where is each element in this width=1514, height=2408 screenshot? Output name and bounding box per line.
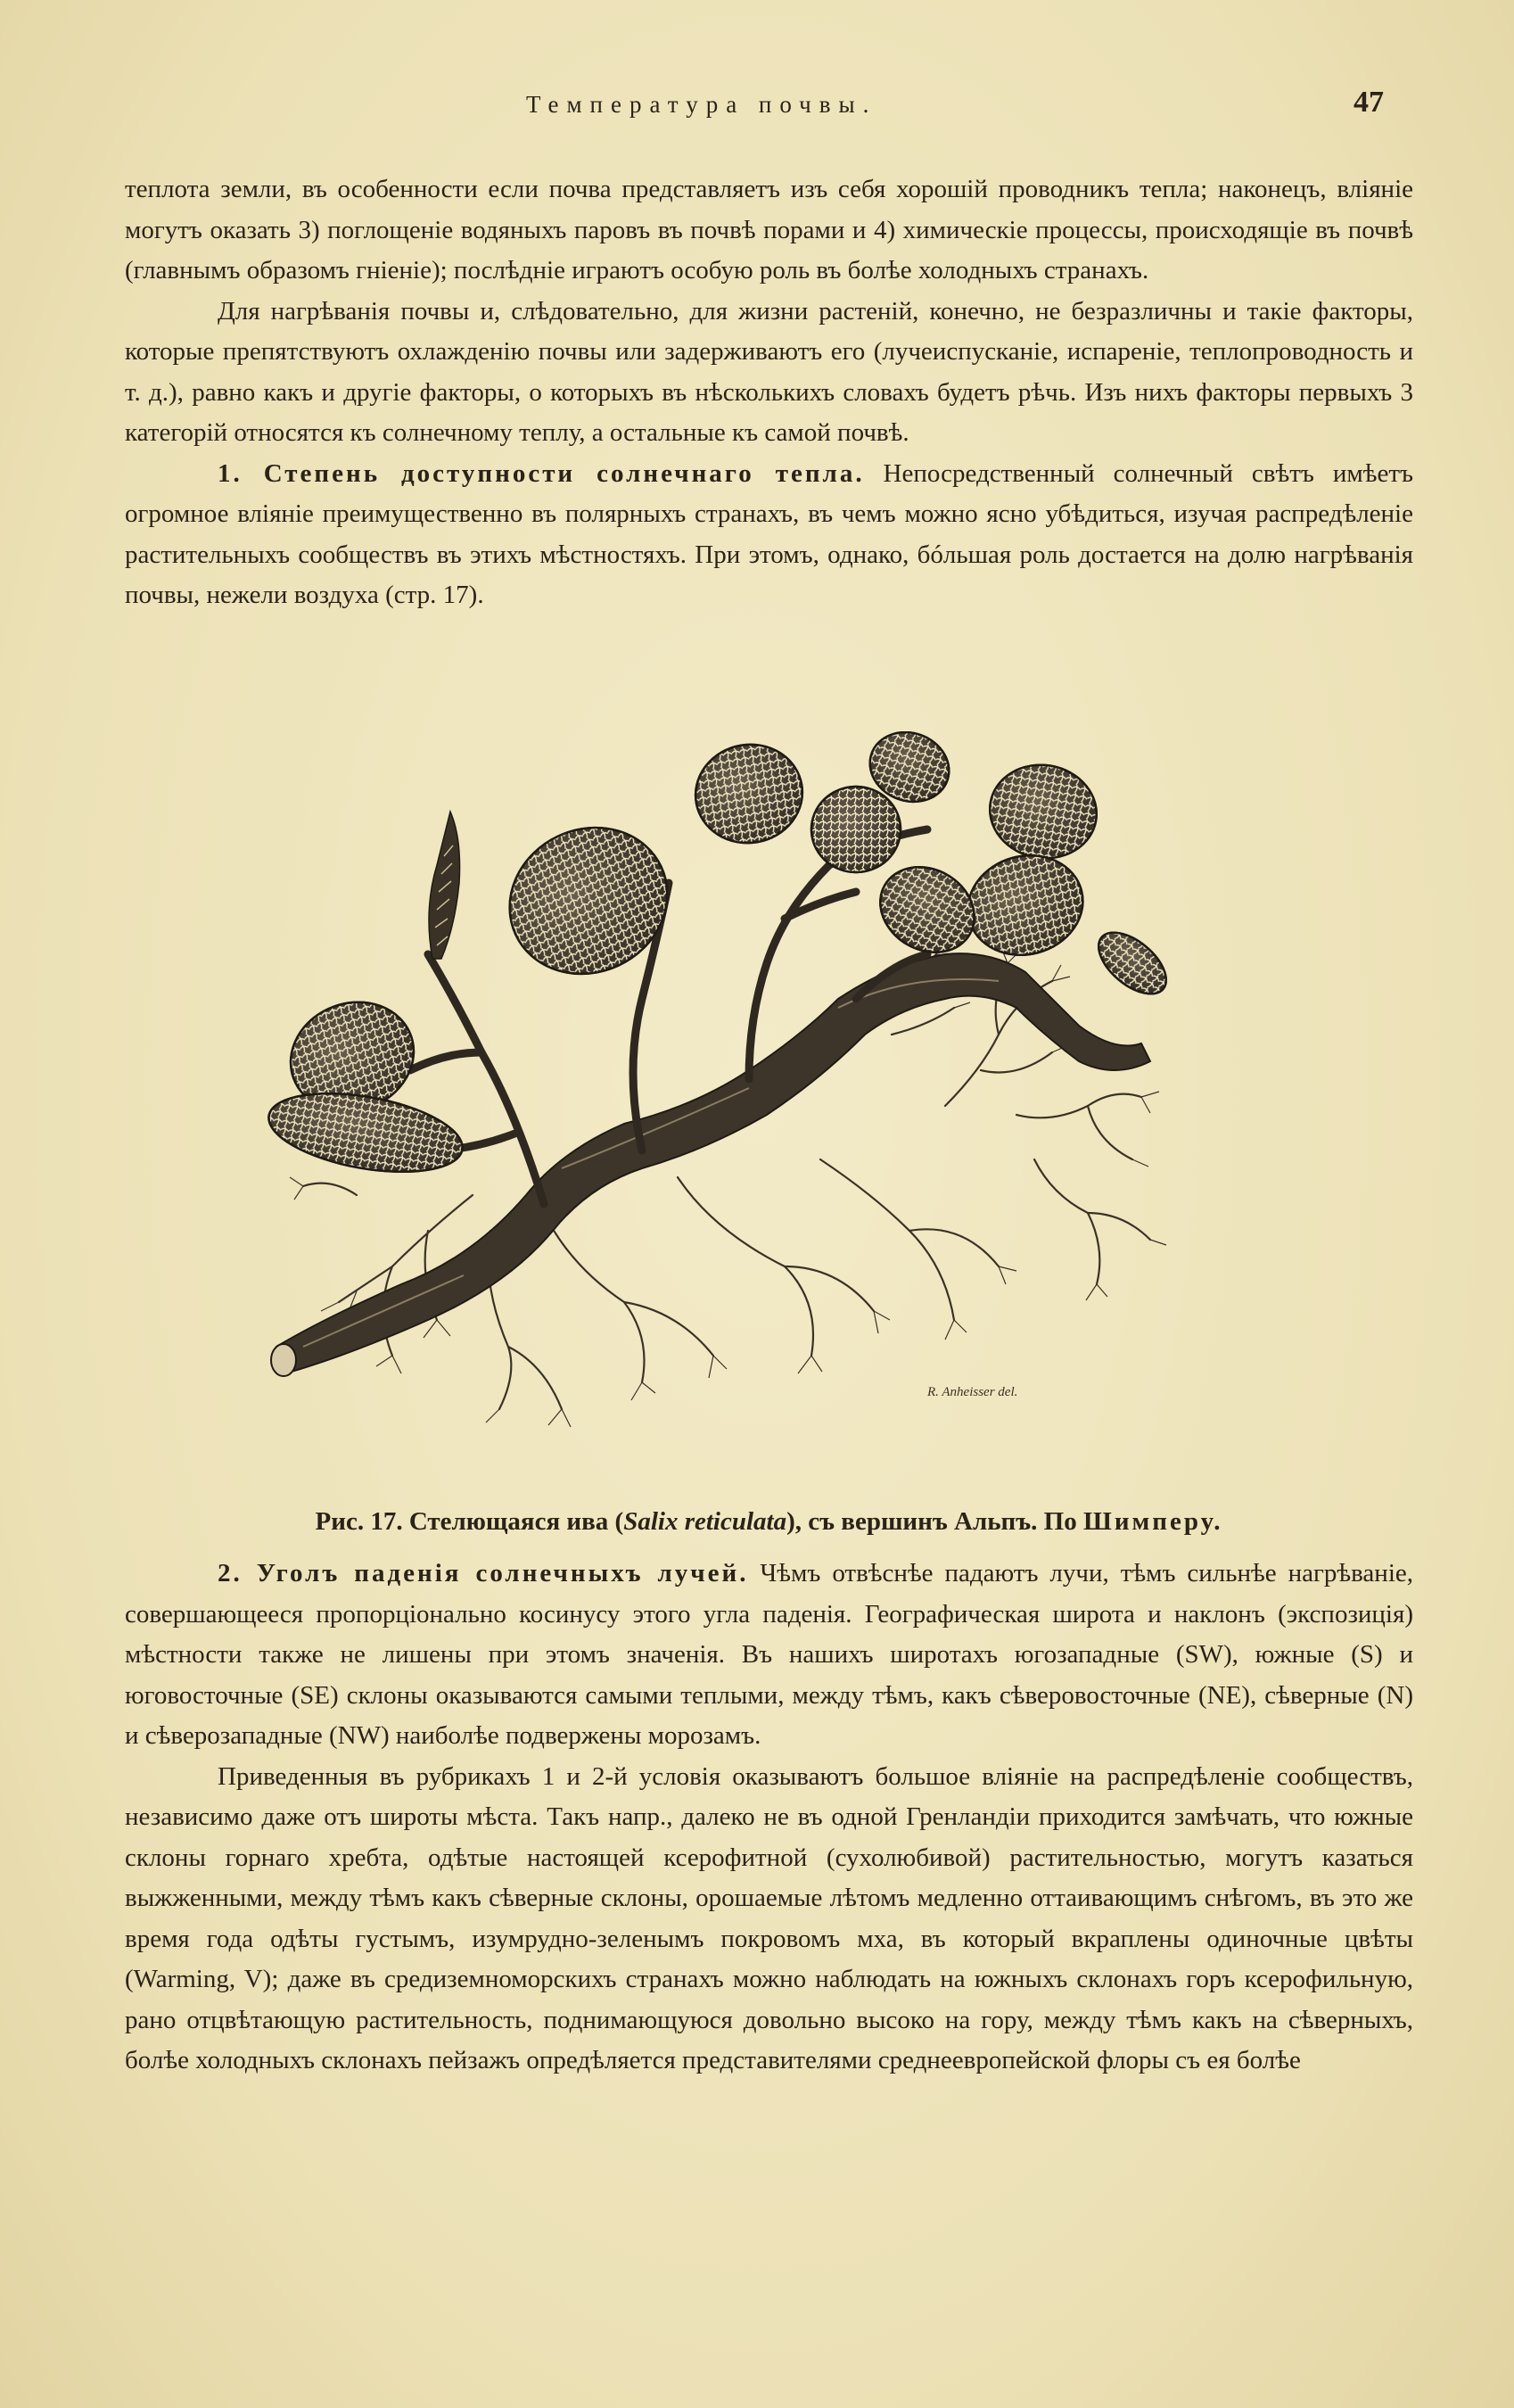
salix-reticulata-illustration: [250, 731, 1275, 1445]
text-block-top: [125, 169, 1413, 616]
page-number: 47: [1354, 86, 1384, 119]
running-head: [0, 86, 1514, 136]
caption-latin-name: Salix reticulata: [623, 1507, 787, 1536]
illustrator-signature: R. Anheisser del.: [927, 1385, 1018, 1399]
text-block-bottom: [125, 1554, 1413, 2082]
paragraph: 2. Уголъ паденія солнечныхъ лучей. Чѣмъ отвѣснѣе падаютъ лучи, тѣмъ сильнѣе нагрѣваніе, совершающееся пропорціонально косинусу этого угла паденія. Географическая широта и наклонъ (экспозиція) мѣстности также не лишены при этомъ значенія. Въ нашихъ широтахъ югозападные (SW), южные (S) и юговосточные (SE) склоны оказываются самыми теплыми, между тѣмъ, какъ сѣверовосточные (NE), сѣверные (N) и сѣверозападные (NW) наиболѣе подвержены морозамъ.: [125, 1559, 1413, 1750]
paragraph-lead: 2. Уголъ паденія солнечныхъ лучей.: [218, 1559, 749, 1587]
paragraph: теплота земли, въ особенности если почва представляетъ изъ себя хорошій проводникъ тепла; наконецъ, вліяніе могутъ оказать 3) поглощеніе водяныхъ паровъ въ почвѣ порами и 4) химическіе процессы, происходящіе въ почвѣ (главнымъ образомъ гніеніе); послѣдніе играютъ особую роль въ болѣе холодныхъ странахъ.: [125, 175, 1413, 285]
paragraph-lead: 1. Степень доступности солнечнаго тепла.: [218, 458, 865, 488]
paragraph: Для нагрѣванія почвы и, слѣдовательно, для жизни растеній, конечно, не безразличны и такіе факторы, которые препятствуютъ охлажденію почвы или задерживаютъ его (лучеиспусканіе, испареніе, теплопроводность и т. д.), равно какъ и другіе факторы, о которыхъ въ нѣсколькихъ словахъ будетъ рѣчь. Изъ нихъ факторы первыхъ 3 категорій относятся къ солнечному теплу, а остальные къ самой почвѣ.: [125, 296, 1413, 447]
paragraph: 1. Степень доступности солнечнаго тепла. Непосредственный солнечный свѣтъ имѣетъ огромное вліяніе преимущественно въ полярныхъ странахъ, въ чемъ можно ясно убѣдиться, изучая распредѣленіе растительныхъ сообществъ въ этихъ мѣстностяхъ. При этомъ, однако, бóльшая роль достается на долю нагрѣванія почвы, нежели воздуха (стр. 17).: [125, 458, 1413, 609]
running-title: Температура почвы.: [526, 91, 877, 118]
figure-caption: Рис. 17. Стелющаяся ива (Salix reticulata), съ вершинъ Альпъ. По Шимперу.: [315, 1507, 1223, 1536]
paragraph: Приведенныя въ рубрикахъ 1 и 2-й условія оказываютъ большое вліяніе на распредѣленіе сообществъ, независимо даже отъ широты мѣста. Такъ напр., далеко не въ одной Гренландіи приходится замѣчать, что южные склоны горнаго хребта, одѣтые настоящей ксерофитной (сухолюбивой) растительностью, могутъ казаться выжженными, между тѣмъ какъ сѣверные склоны, орошаемые лѣтомъ медленно оттаивающимъ снѣгомъ, въ это же время года одѣты густымъ, изумрудно-зеленымъ покровомъ мха, въ который вкраплены одиночные цвѣты (Warming, V); даже въ средиземноморскихъ странахъ можно наблюдать на южныхъ склонахъ горъ ксерофильную, рано отцвѣтающую растительность, поднимающуюся довольно высоко на гору, между тѣмъ какъ на сѣверныхъ, болѣе холодныхъ склонахъ пейзажъ опредѣляется представителями среднеевропейской флоры съ ея болѣе: [125, 1761, 1413, 2074]
caption-author: Шимперу.: [1082, 1507, 1223, 1536]
